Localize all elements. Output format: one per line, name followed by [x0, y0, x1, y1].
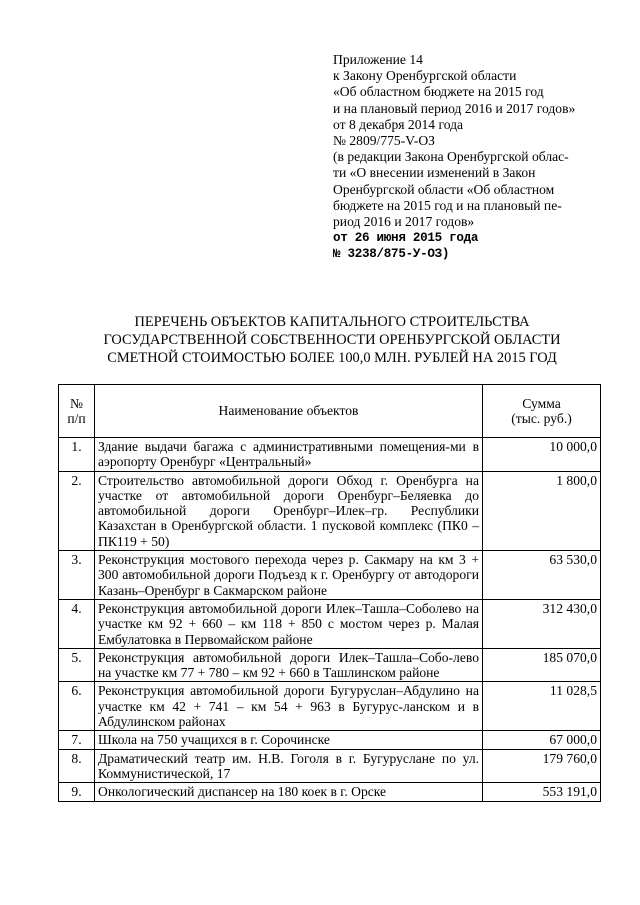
table-row	[59, 599, 601, 648]
table-row	[59, 682, 601, 731]
row-number: 6.	[59, 682, 95, 731]
row-number: 1.	[59, 438, 95, 472]
header-num	[59, 385, 95, 438]
object-sum: 179 760,0	[483, 749, 601, 783]
object-name: Строительство автомобильной дороги Обход г. Оренбурга на участке от автомобильной дороги Оренбург–Беляевка до автомобильной дороги Оренбург–Илек–гр. Республики Казахстан в Оренбургской области. 1 пусковой комплекс (ПК0 – ПК119 + 50)	[95, 471, 483, 550]
header-line: «Об областном бюджете на 2015 год	[333, 84, 544, 100]
object-name: Реконструкция автомобильной дороги Илек–Ташла–Собо-лево на участке км 77 + 780 – км 92 + 660 в Ташлинском районе	[95, 648, 483, 682]
row-number: 2.	[59, 471, 95, 550]
header-line: № 2809/775-V-ОЗ	[333, 133, 435, 149]
object-name: Драматический театр им. Н.В. Гоголя в г. Бугуруслане по ул. Коммунистической, 17	[95, 749, 483, 783]
amendment-number: № 3238/875-У-ОЗ)	[333, 247, 450, 262]
header-line: риод 2016 и 2017 годов»	[333, 214, 475, 230]
document-title	[72, 313, 592, 367]
row-number: 9.	[59, 783, 95, 801]
object-sum: 63 530,0	[483, 551, 601, 600]
header-line: Приложение 14	[333, 52, 423, 67]
object-sum: 10 000,0	[483, 438, 601, 472]
header-sum-line: (тыс. руб.)	[511, 411, 572, 426]
object-name: Здание выдачи багажа с административными помещения-ми в аэропорту Оренбург «Центральный»	[95, 438, 483, 472]
table-row	[59, 648, 601, 682]
table-row	[59, 471, 601, 550]
row-number: 4.	[59, 599, 95, 648]
object-name: Реконструкция мостового перехода через р. Сакмару на км 3 + 300 автомобильной дороги Подъезд к г. Оренбургу от автодороги Казань–Оренбург в Сакмарском районе	[95, 551, 483, 600]
object-name: Онкологический диспансер на 180 коек в г. Орске	[95, 783, 483, 801]
header-sum-line: Сумма	[522, 395, 561, 411]
object-sum: 11 028,5	[483, 682, 601, 731]
header-line: (в редакции Закона Оренбургской облас-	[333, 149, 569, 165]
header-line: Оренбургской области «Об областном	[333, 181, 555, 197]
table-row	[59, 783, 601, 801]
header-line: бюджете на 2015 год и на плановый пе-	[333, 197, 562, 213]
header-num-line: п/п	[67, 411, 86, 426]
header-name: Наименование объектов	[95, 385, 483, 438]
header-line: и на плановый период 2016 и 2017 годов»	[333, 100, 576, 116]
header-line: ти «О внесении изменений в Закон	[333, 165, 536, 181]
amendment-date: от 26 июня 2015 года	[333, 231, 479, 246]
object-sum: 553 191,0	[483, 783, 601, 801]
header-sum	[483, 385, 601, 438]
object-sum: 1 800,0	[483, 471, 601, 550]
object-sum: 67 000,0	[483, 731, 601, 749]
table-row	[59, 438, 601, 472]
object-sum: 185 070,0	[483, 648, 601, 682]
row-number: 3.	[59, 551, 95, 600]
title-line: ПЕРЕЧЕНЬ ОБЪЕКТОВ КАПИТАЛЬНОГО СТРОИТЕЛЬСТВА	[134, 314, 530, 330]
table-header-row	[59, 385, 601, 438]
header-line: от 8 декабря 2014 года	[333, 116, 464, 132]
row-number: 8.	[59, 749, 95, 783]
objects-table	[58, 384, 601, 802]
table-row	[59, 731, 601, 749]
header-num-line: №	[70, 395, 83, 411]
title-line: ГОСУДАРСТВЕННОЙ СОБСТВЕННОСТИ ОРЕНБУРГСКОЙ ОБЛАСТИ	[103, 332, 561, 348]
row-number: 5.	[59, 648, 95, 682]
object-name: Реконструкция автомобильной дороги Илек–Ташла–Соболево на участке км 92 + 660 – км 118 + 850 с мостом через р. Малая Ембулатовка в Первомайском районе	[95, 599, 483, 648]
table-row	[59, 551, 601, 600]
appendix-header	[333, 52, 623, 263]
title-line: СМЕТНОЙ СТОИМОСТЬЮ БОЛЕЕ 100,0 МЛН. РУБЛЕЙ НА 2015 ГОД	[107, 350, 557, 366]
object-name: Реконструкция автомобильной дороги Бугуруслан–Абдулино на участке км 42 + 741 – км 54 + 963 в Бугурус-ланском и в Абдулинском районах	[95, 682, 483, 731]
table-row	[59, 749, 601, 783]
object-sum: 312 430,0	[483, 599, 601, 648]
row-number: 7.	[59, 731, 95, 749]
header-line: к Закону Оренбургской области	[333, 68, 517, 84]
object-name: Школа на 750 учащихся в г. Сорочинске	[95, 731, 483, 749]
